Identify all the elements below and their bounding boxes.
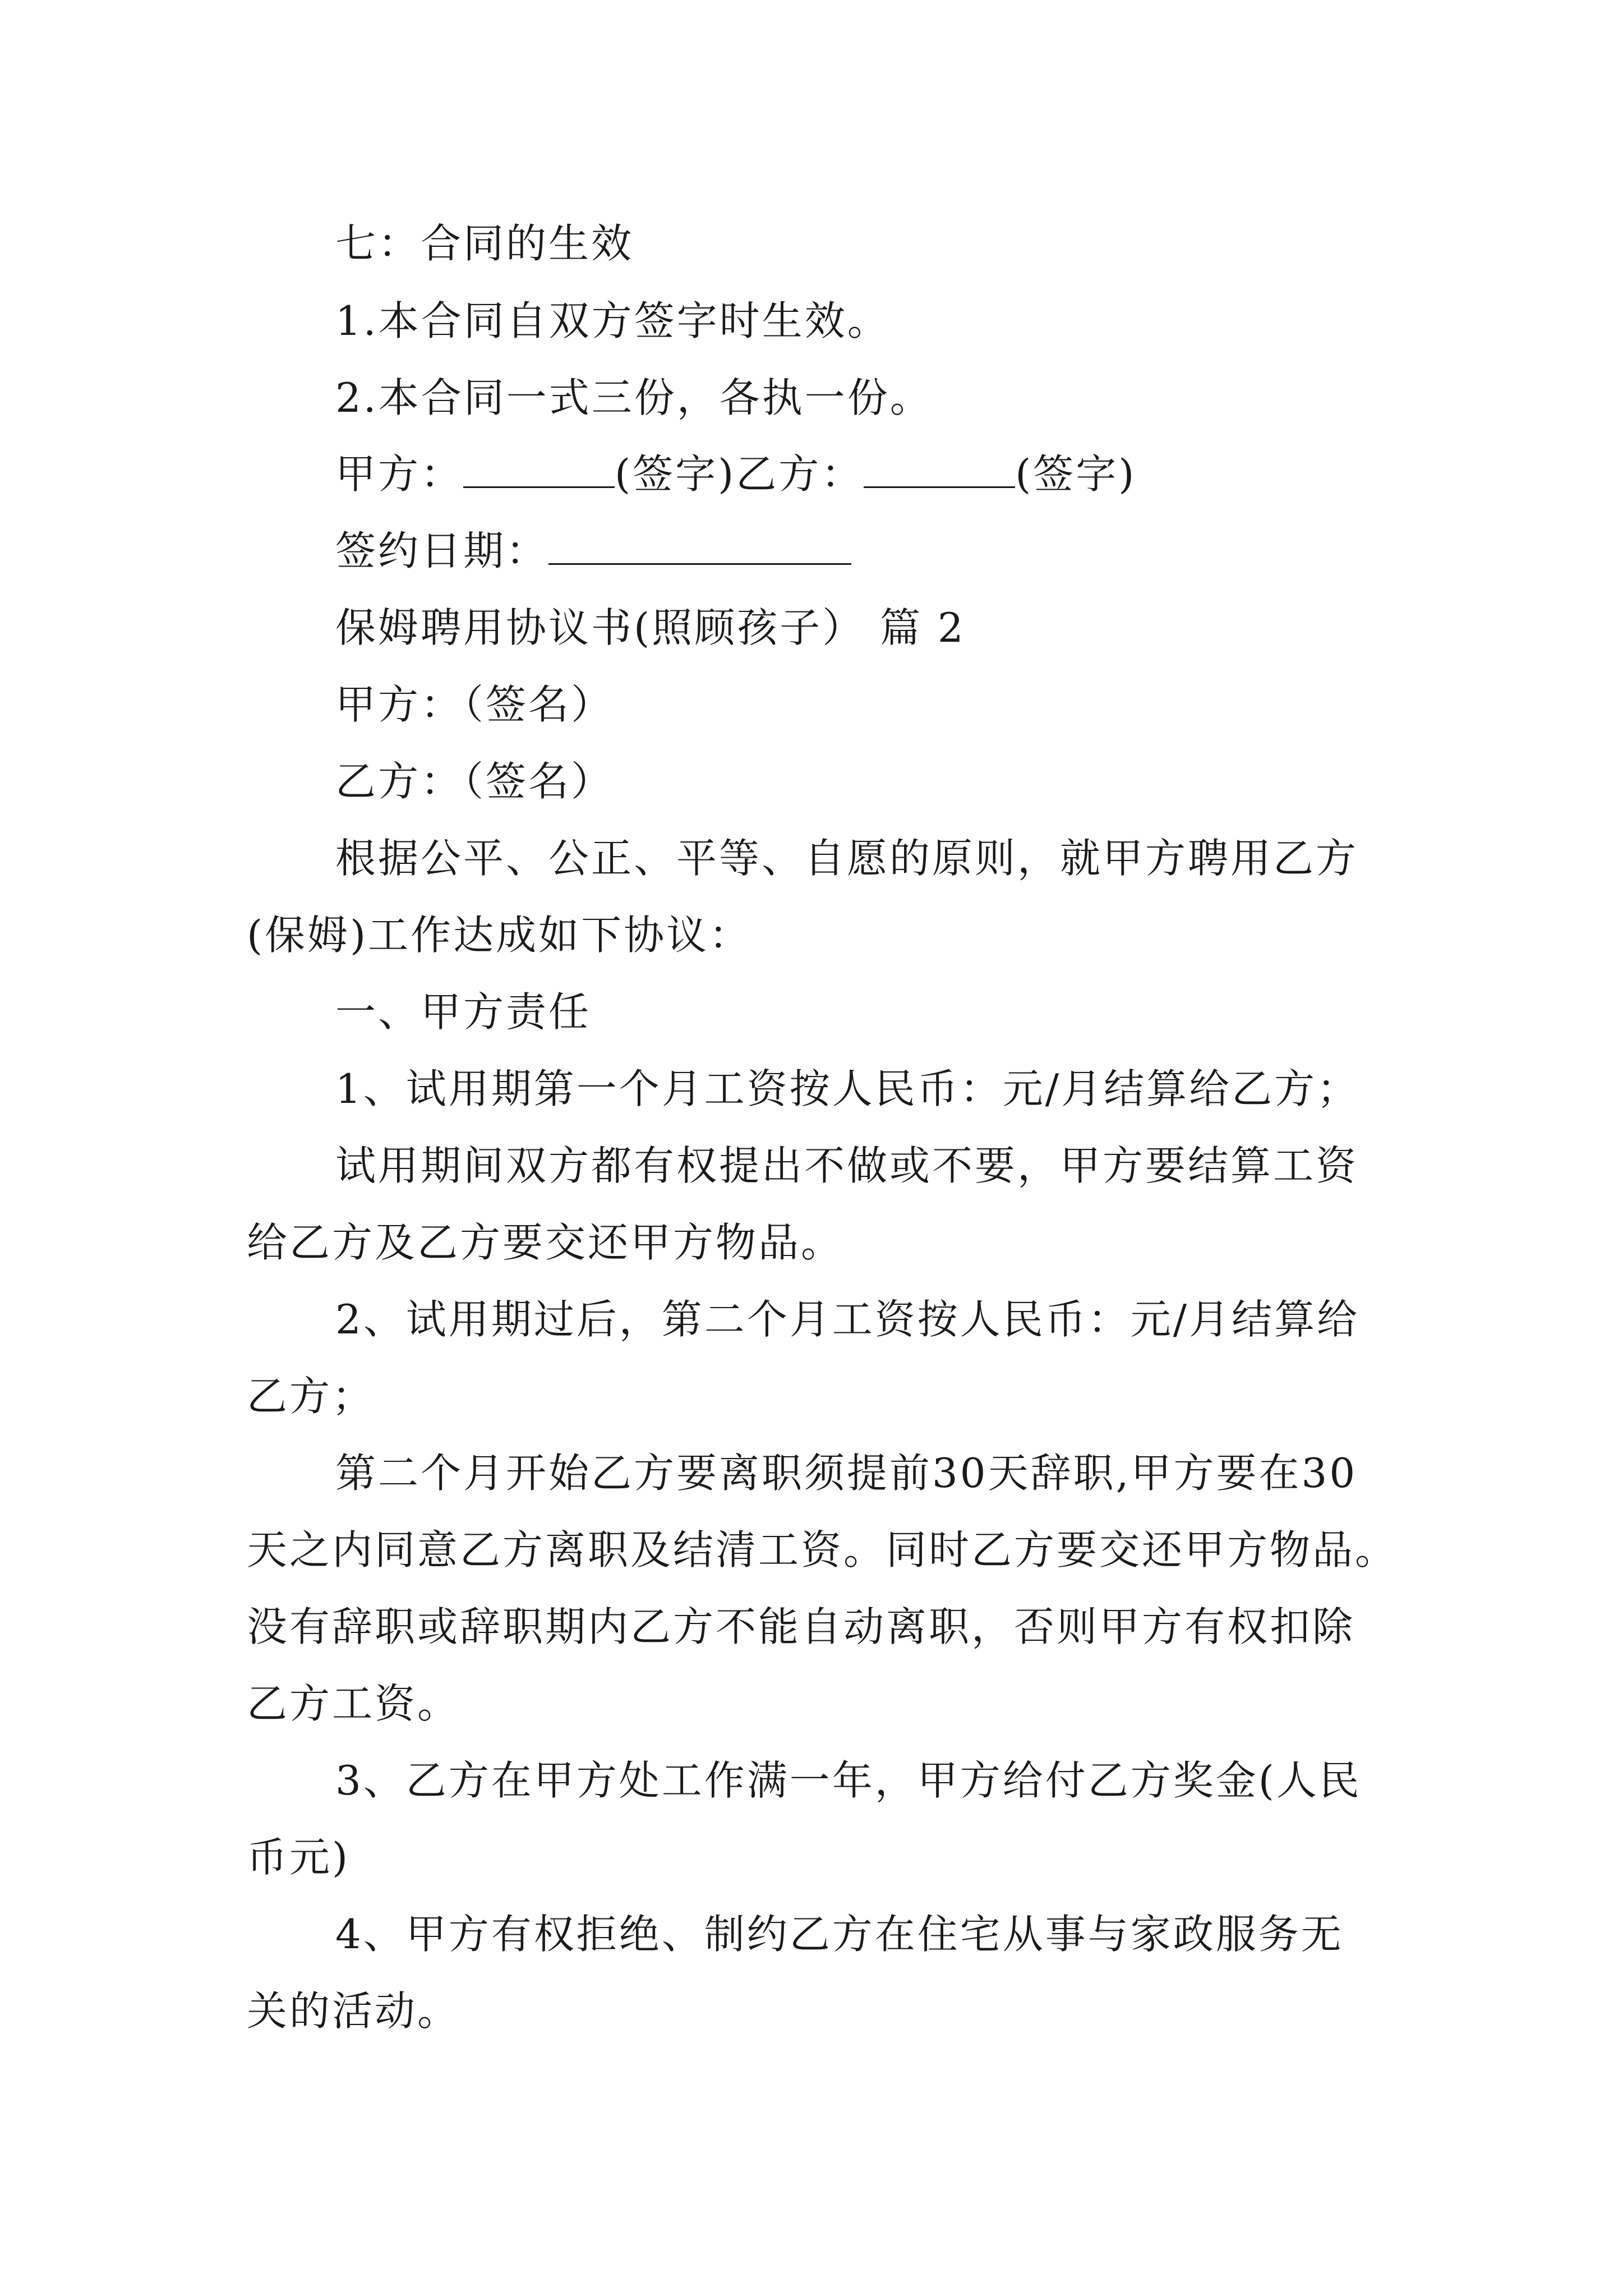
party-a-label: 甲方： [335,450,464,498]
party-b-label: 乙方： [736,450,864,498]
clause-2b-line-3: 没有辞职或辞职期内乙方不能自动离职，否则甲方有权扣除 [247,1603,1355,1650]
intro-line-1: 根据公平、公正、平等、自愿的原则，就甲方聘用乙方 [335,835,1359,882]
party-b-sign-note: (签字) [1015,450,1137,498]
clause-2b-line-4: 乙方工资。 [247,1680,460,1727]
date-line [335,524,1474,578]
date-label: 签约日期： [335,527,549,574]
section7-title: 七：合同的生效 [335,220,634,267]
clause-2b-line-1: 第二个月开始乙方要离职须提前30天辞职,甲方要在30 [335,1450,1358,1497]
date-blank [548,530,851,565]
party-a-line: 甲方：（签名） [335,681,614,728]
signature-line [335,447,1474,501]
clause-2-line-2: 乙方； [247,1373,375,1420]
party-a-signature-blank [463,453,615,488]
clause-3-line-2: 币元) [247,1834,351,1881]
party-a-sign-note: (签字) [615,450,736,498]
clause-4-line-2: 关的活动。 [247,1987,460,2035]
clause-2b-line-2: 天之内同意乙方离职及结清工资。同时乙方要交还甲方物品。 [247,1526,1398,1573]
clause-1-line-1: 1、试用期第一个月工资按人民币：元/月结算给乙方； [335,1065,1360,1112]
clause-3-line-1: 3、乙方在甲方处工作满一年，甲方给付乙方奖金(人民 [335,1757,1362,1804]
party-b-line: 乙方：（签名） [335,758,614,805]
section7-item-1: 1.本合同自双方签字时生效。 [335,297,890,344]
clause-1b-line-2: 给乙方及乙方要交还甲方物品。 [247,1219,844,1266]
clause-1b-line-1: 试用期间双方都有权提出不做或不要，甲方要结算工资 [335,1142,1359,1189]
part-1-title: 一、甲方责任 [335,988,592,1036]
section7-item-2: 2.本合同一式三份，各执一份。 [335,374,933,421]
clause-4-line-1: 4、甲方有权拒绝、制约乙方在住宅从事与家政服务无 [335,1911,1344,1958]
article-2-title: 保姆聘用协议书(照顾孩子） 篇 2 [335,604,966,651]
clause-2-line-1: 2、试用期过后，第二个月工资按人民币：元/月结算给 [335,1296,1360,1343]
intro-line-2: (保姆)工作达成如下协议： [247,912,752,959]
party-b-signature-blank [864,453,1015,488]
